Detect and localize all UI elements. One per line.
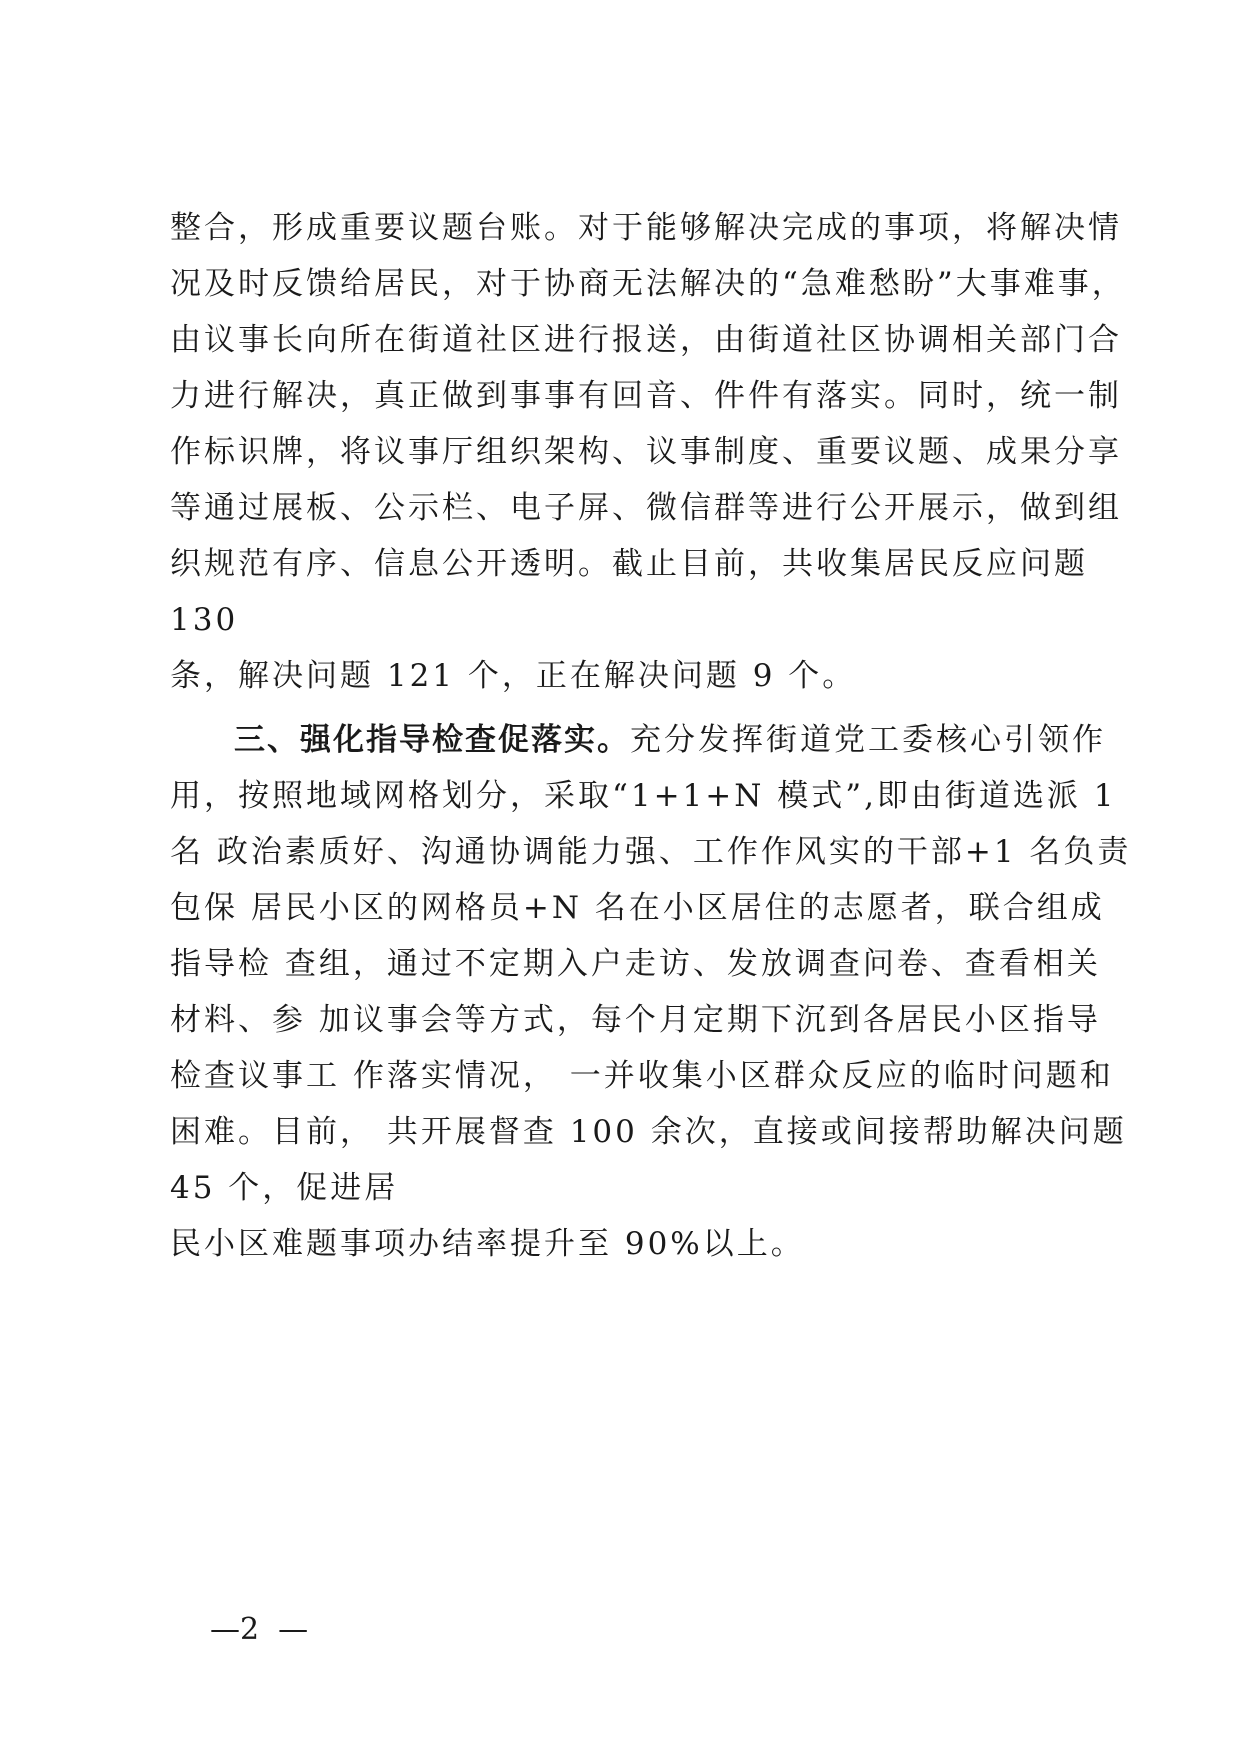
paragraph-line: 指导检 查组，通过不定期入户走访、发放调查问卷、查看相关 (170, 946, 1101, 982)
paragraph-line: 条，解决问题 121 个，正在解决问题 9 个。 (170, 658, 857, 694)
section-heading-continuation: 充分发挥街道党工委核心引领作 (630, 722, 1106, 758)
paragraph-line: 整合，形成重要议题台账。对于能够解决完成的事项，将解决情 (170, 210, 1122, 246)
paragraph-line: 45 个，促进居 (170, 1170, 399, 1206)
paragraph-line: 名 政治素质好、沟通协调能力强、工作作风实的干部+1 名负责 (170, 834, 1132, 870)
section-heading-line (234, 720, 1106, 760)
paragraph-line: 用，按照地域网格划分，采取“1+1+N 模式”,即由街道选派 1 (170, 778, 1117, 814)
paragraph-line: 由议事长向所在街道社区进行报送，由街道社区协调相关部门合 (170, 322, 1122, 358)
page-number: —2 — (210, 1612, 309, 1647)
paragraph-line: 织规范有序、信息公开透明。截止目前，共收集居民反应问题 (170, 546, 1088, 582)
paragraph-line: 包保 居民小区的网格员+N 名在小区居住的志愿者，联合组成 (170, 890, 1105, 926)
section-heading: 三、强化指导检查促落实。 (234, 722, 630, 758)
paragraph-line: 困难。目前， 共开展督查 100 余次，直接或间接帮助解决问题 (170, 1114, 1127, 1150)
paragraph-line: 作标识牌，将议事厅组织架构、议事制度、重要议题、成果分享 (170, 434, 1122, 470)
paragraph-line: 况及时反馈给居民，对于协商无法解决的“急难愁盼”大事难事， (170, 266, 1126, 302)
paragraph-line: 等通过展板、公示栏、电子屏、微信群等进行公开展示，做到组 (170, 490, 1122, 526)
paragraph-line: 130 (170, 602, 239, 638)
paragraph-line: 力进行解决，真正做到事事有回音、件件有落实。同时，统一制 (170, 378, 1122, 414)
paragraph-line: 材料、参 加议事会等方式，每个月定期下沉到各居民小区指导 (170, 1002, 1101, 1038)
paragraph-line: 检查议事工 作落实情况， 一并收集小区群众反应的临时问题和 (170, 1058, 1114, 1094)
paragraph-line: 民小区难题事项办结率提升至 90%以上。 (170, 1226, 805, 1262)
